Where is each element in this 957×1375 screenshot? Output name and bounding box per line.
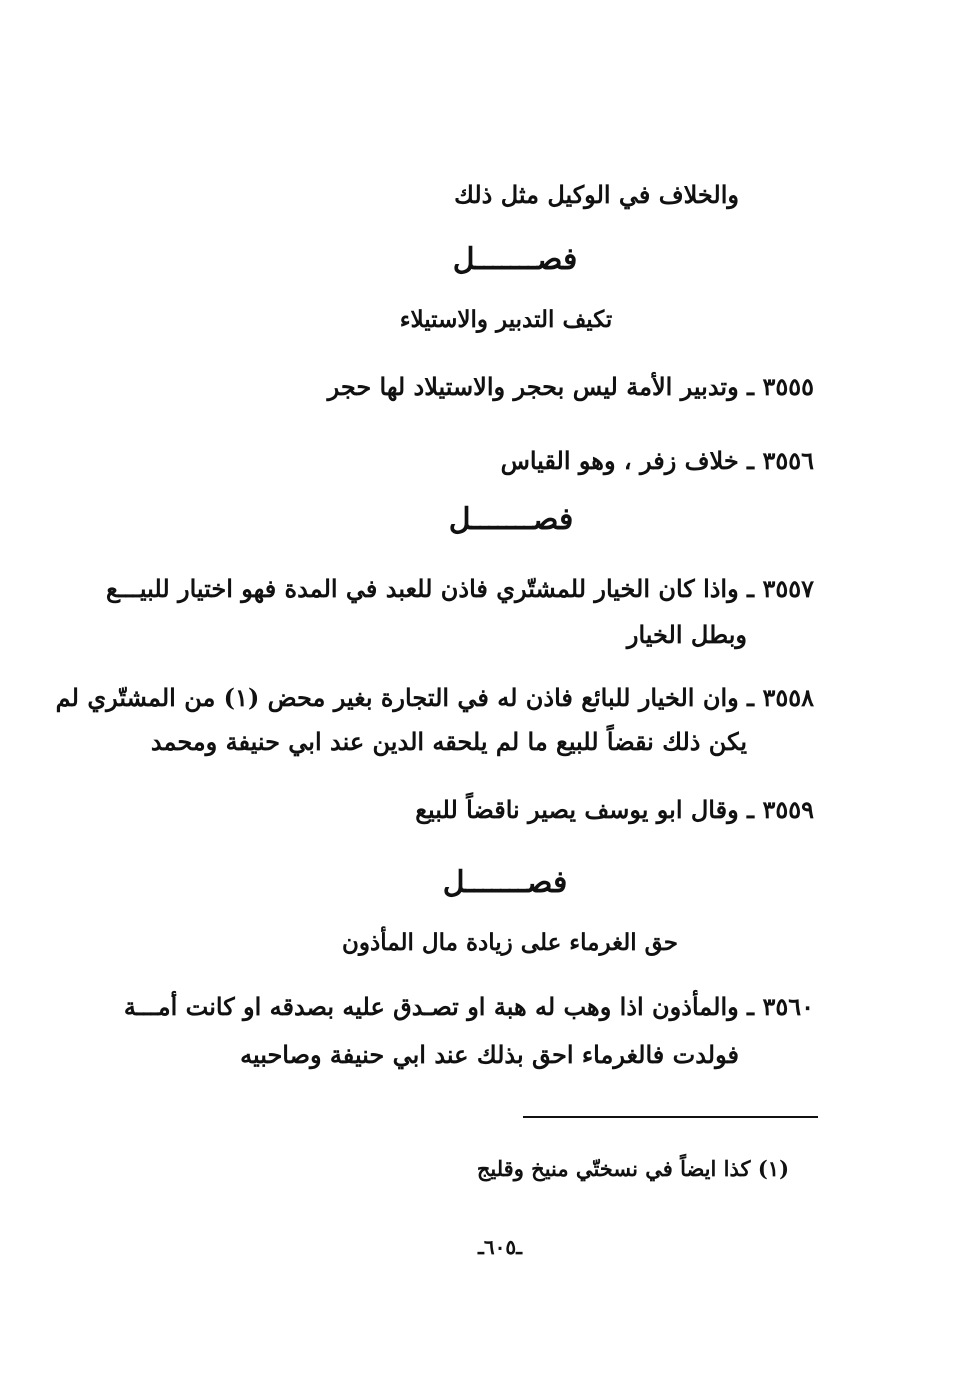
entry-3556: ٣٥٥٦ ـ خلاف زفر ، وهو القياس <box>500 446 814 475</box>
entry-3560-line2: فولدت فالغرماء احق بذلك عند ابي حنيفة وصاحبيه <box>240 1040 739 1069</box>
entry-3555: ٣٥٥٥ ـ وتدبير الأمة ليس بحجر والاستيلاد لها حجر <box>327 372 814 401</box>
intro-line: والخلاف في الوكيل مثل ذلك <box>454 180 739 209</box>
entry-3557-line2: وبطل الخيار <box>626 620 747 649</box>
page-number: ـ٦٠٥ـ <box>478 1235 522 1259</box>
section-heading: فصـــــــل <box>452 242 578 277</box>
entry-3560-line1: ٣٥٦٠ ـ والمأذون اذا وهب له هبة او تصـدق عليه بصدقه او كانت أمـــة <box>123 992 814 1021</box>
section-heading: فصـــــــل <box>442 865 568 900</box>
entry-3559: ٣٥٥٩ ـ وقال ابو يوسف يصير ناقضاً للبيع <box>415 795 814 824</box>
footnote-divider <box>523 1116 818 1118</box>
section-subtitle: حق الغرماء على زيادة مال المأذون <box>341 929 679 956</box>
entry-3558-line2: يكن ذلك نقضاً للبيع ما لم يلحقه الدين عند ابي حنيفة ومحمد <box>150 727 747 756</box>
section-subtitle: تكيف التدبير والاستيلاء <box>399 306 613 333</box>
section-heading: فصـــــــل <box>448 502 574 537</box>
entry-3558-line1: ٣٥٥٨ ـ وان الخيار للبائع فاذن له في التجارة بغير محض (١) من المشتّري لم <box>55 683 814 712</box>
footnote: (١) كذا ايضاً في نسختّي منيخ وقليج <box>476 1156 789 1181</box>
entry-3557-line1: ٣٥٥٧ ـ واذا كان الخيار للمشتّري فاذن للعبد في المدة فهو اختيار للبيـــع <box>106 574 814 603</box>
